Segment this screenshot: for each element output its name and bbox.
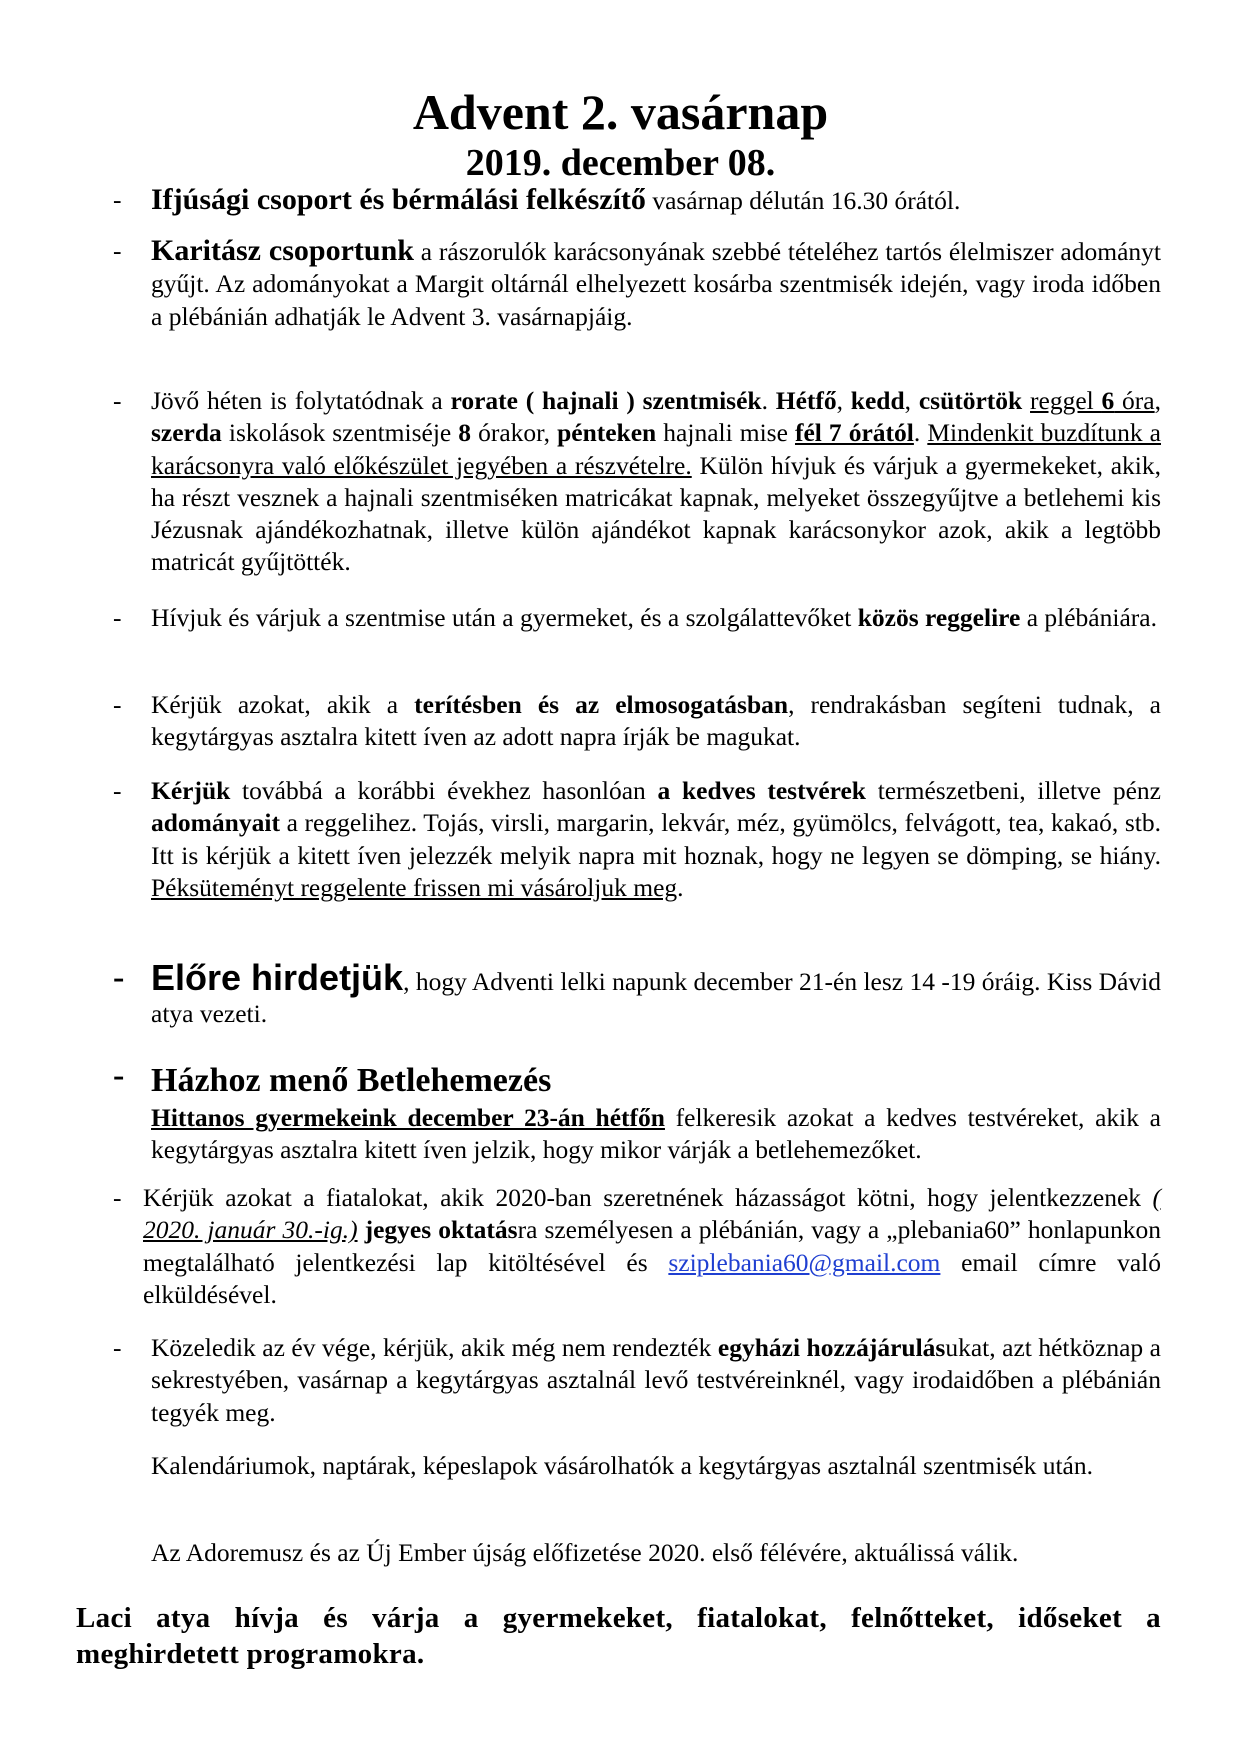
closing-text: Laci atya hívja és várja a gyermekeket, fiatalokat, felnőtteket, időseket a meghirdetett programokra. [76,1602,1161,1670]
page-date: 2019. december 08. [465,142,776,184]
retreat-text: Előre hirdetjük, hogy Adventi lelki napunk december 21-én lesz 14 -19 óráig. Kiss Dávid atya vezeti. [151,957,1161,1029]
church-tax-text: Közeledik az év vége, kérjük, akik még nem rendezték egyházi hozzájárulásukat, azt hétköznap a sekrestyében, vasárnap a kegytárgyas asztalnál levő testvéreinknél, vagy irodaidőben a plébánián tegyék meg. [151,1333,1161,1427]
nativity-heading: Házhoz menő Betlehemezés [151,1062,552,1099]
donations-text: Kérjük továbbá a korábbi évekhez hasonlóan a kedves testvérek természetbeni, illetve pénz adományait a reggelihez. Tojás, virsli, margarin, lekvár, méz, gyümölcs, felvágott, tea, kakaó, stb. Itt is kérjük a kitett íven jelezzék melyik napra mit hoznak, hogy ne legyen se dömping, se hiány. Péksüteményt reggelente frissen mi vásároljuk meg. [151,776,1161,902]
bullet-dash: - [113,1333,122,1362]
bullet-dash: - [113,1057,125,1094]
marriage-text: Kérjük azokat a fiatalokat, akik 2020-ban szeretnének házasságot kötni, hogy jelentkezzenek ( 2020. január 30.-ig.) jegyes oktatásra személyesen a plébánián, vagy a „plebania60” honlapunkon megtalálható jelentkezési lap kitöltésével és sziplebania60@gmail.com email címre való elküldésével. [143,1183,1162,1309]
caritas-text: Karitász csoportunk a rászorulók karácsonyának szebbé tételéhez tartós élelmiszer adományt gyűjt. Az adományokat a Margit oltárnál elhelyezett kosárba szentmisék idején, vagy iroda időben a plébánián adhatják le Advent 3. vasárnapjáig. [151,234,1161,331]
bullet-dash: - [113,603,122,632]
rorate-text: Jövő héten is folytatódnak a rorate ( hajnali ) szentmisék. Hétfő, kedd, csütörtök reggel 6 óra, szerda iskolások szentmiséje 8 órakor, pénteken hajnali mise fél 7 órától. Mindenkit buzdítunk a karácsonyra való előkészület jegyében a részvételre. Külön hívjuk és várjuk a gyermekeket, akik, ha részt vesznek a hajnali szentmiséken matricákat kapnak, melyeket összegyűjtve a betlehemi kis Jézusnak ajándékozhatnak, illetve külön ajándékot kapnak karácsonykor azok, akik a legtöbb matricát gyűjtötték. [151,386,1161,577]
breakfast-text: Hívjuk és várjuk a szentmise után a gyermeket, és a szolgálattevőket közös reggelire a plébániára. [151,603,1157,632]
bullet-dash: - [113,1183,122,1212]
bullet-dash: - [113,386,122,415]
page-title: Advent 2. vasárnap [412,84,829,140]
bullet-dash: - [113,690,122,719]
bullet-dash: - [113,236,122,265]
calendars-text: Kalendáriumok, naptárak, képeslapok vásárolhatók a kegytárgyas asztalnál szentmisék után. [151,1451,1093,1480]
helpers-text: Kérjük azokat, akik a terítésben és az elmosogatásban, rendrakásban segíteni tudnak, a kegytárgyas asztalra kitett íven az adott napra írják be magukat. [151,690,1161,752]
youth-text: Ifjúsági csoport és bérmálási felkészítő vasárnap délután 16.30 órától. [151,183,961,216]
nativity-text: Házhoz menő Betlehemezés Hittanos gyermekeink december 23-án hétfőn felkeresik azokat a kedves testvéreket, akik a kegytárgyas asztalra kitett íven jelzik, hogy mikor várják a betlehemezőket. [151,1062,1161,1165]
bullet-dash: - [113,959,125,996]
email-link[interactable]: sziplebania60@gmail.com [668,1247,941,1277]
subscription-text: Az Adoremusz és az Új Ember újság előfizetése 2020. első félévére, aktuálissá válik. [151,1538,1019,1567]
bullet-dash: - [113,776,122,805]
bullet-dash: - [113,185,122,214]
